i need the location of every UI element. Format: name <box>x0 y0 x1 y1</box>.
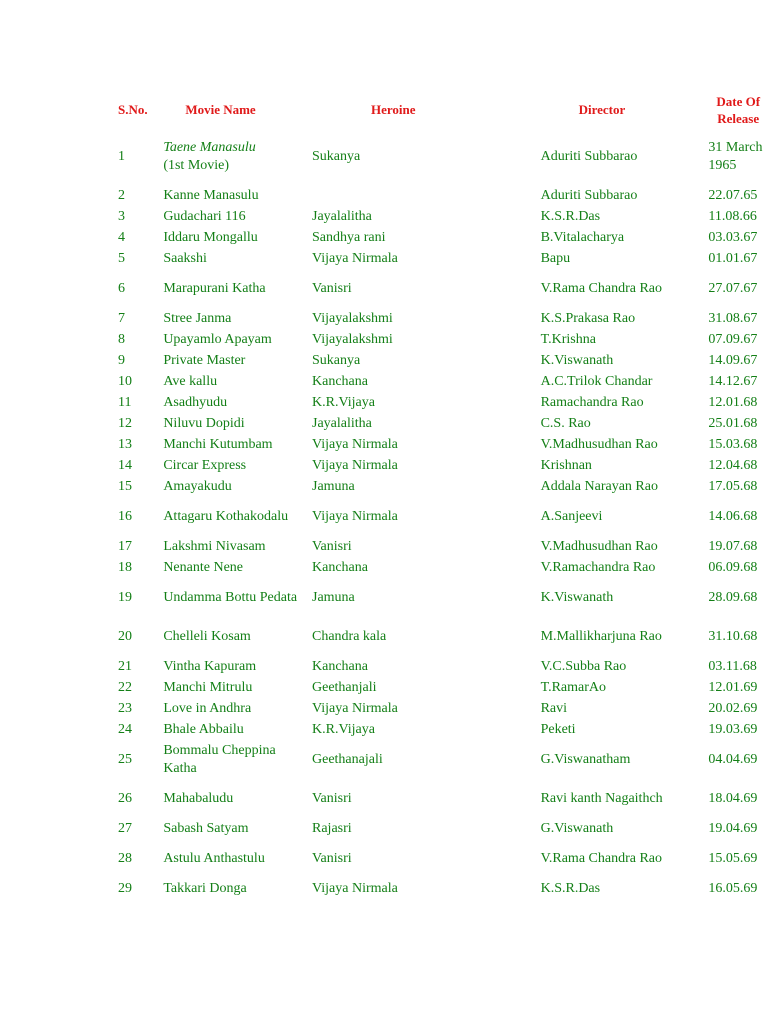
cell-date-of-release: 19.07.68 <box>708 538 758 554</box>
cell-movie-name: Astulu Anthastulu <box>163 850 265 866</box>
cell-heroine: Geethanajali <box>312 751 383 767</box>
cell-sno: 11 <box>118 394 132 410</box>
cell-sno: 17 <box>118 538 132 554</box>
cell-sno: 4 <box>118 229 125 245</box>
table-row <box>118 818 768 839</box>
cell-movie-name: Lakshmi Nivasam <box>163 538 266 554</box>
cell-heroine: Sandhya rani <box>312 229 386 245</box>
cell-heroine: Sukanya <box>312 148 361 164</box>
cell-sno: 7 <box>118 310 125 326</box>
cell-date-of-release: 07.09.67 <box>708 331 758 347</box>
cell-movie-name: Chelleli Kosam <box>163 628 251 644</box>
cell-sno: 2 <box>118 187 125 203</box>
table-row <box>118 350 768 371</box>
cell-movie-name: Attagaru Kothakodalu <box>163 508 289 524</box>
cell-director: V.Ramachandra Rao <box>540 559 656 575</box>
cell-sno: 10 <box>118 373 132 389</box>
cell-heroine <box>312 185 541 206</box>
cell-sno: 1 <box>118 148 125 164</box>
cell-date-of-release: 18.04.69 <box>708 790 758 806</box>
table-row <box>118 308 768 329</box>
cell-director: Peketi <box>540 721 576 737</box>
cell-movie-name: Kanne Manasulu <box>163 187 259 203</box>
cell-movie-name: Bommalu Cheppina Katha <box>163 742 276 776</box>
cell-heroine: Vijaya Nirmala <box>312 457 398 473</box>
cell-movie-name: Ave kallu <box>163 373 218 389</box>
cell-date-of-release: 03.03.67 <box>708 229 758 245</box>
cell-director: Ravi <box>540 700 568 716</box>
table-row <box>118 392 768 413</box>
cell-director: G.Viswanatham <box>540 751 631 767</box>
table-row <box>118 677 768 698</box>
cell-heroine: Jamuna <box>312 478 355 494</box>
cell-director: V.Madhusudhan Rao <box>540 538 658 554</box>
cell-date-of-release: 14.09.67 <box>708 352 758 368</box>
cell-heroine: K.R.Vijaya <box>312 394 375 410</box>
cell-movie-name <box>163 128 312 185</box>
cell-heroine: Jayalalitha <box>312 208 372 224</box>
cell-date-of-release: 16.05.69 <box>708 880 758 896</box>
cell-director: A.C.Trilok Chandar <box>540 373 653 389</box>
cell-movie-name: Mahabaludu <box>163 790 234 806</box>
table-row <box>118 434 768 455</box>
cell-movie-name: Upayamlo Apayam <box>163 331 272 347</box>
table-row <box>118 839 768 878</box>
cell-sno: 19 <box>118 589 132 605</box>
table-row <box>118 878 768 899</box>
table-row <box>118 656 768 677</box>
table-row <box>118 476 768 497</box>
cell-date-of-release: 15.05.69 <box>708 850 758 866</box>
cell-heroine: Vanisri <box>312 538 352 554</box>
cell-sno: 29 <box>118 880 132 896</box>
cell-director: K.S.R.Das <box>540 880 601 896</box>
cell-movie-name: Gudachari 116 <box>163 208 246 224</box>
cell-date-of-release: 06.09.68 <box>708 559 758 575</box>
cell-director: C.S. Rao <box>540 415 591 431</box>
cell-movie-name: Private Master <box>163 352 246 368</box>
cell-date-of-release: 22.07.65 <box>708 187 758 203</box>
movie-note: (1st Movie) <box>163 157 230 173</box>
cell-date-of-release: 14.12.67 <box>708 373 758 389</box>
table-row <box>118 248 768 269</box>
cell-sno: 12 <box>118 415 132 431</box>
cell-heroine: K.R.Vijaya <box>312 721 375 737</box>
cell-date-of-release: 11.08.66 <box>708 208 757 224</box>
table-row <box>118 128 768 185</box>
cell-sno: 28 <box>118 850 132 866</box>
cell-sno: 25 <box>118 751 132 767</box>
cell-director: K.Viswanath <box>540 352 614 368</box>
cell-heroine: Geethanjali <box>312 679 377 695</box>
cell-director: V.Rama Chandra Rao <box>540 850 663 866</box>
cell-sno: 18 <box>118 559 132 575</box>
cell-date-of-release: 20.02.69 <box>708 700 758 716</box>
cell-date-of-release: 31.08.67 <box>708 310 758 326</box>
cell-heroine: Vijayalakshmi <box>312 331 393 347</box>
cell-director: K.S.Prakasa Rao <box>540 310 636 326</box>
cell-heroine: Vijaya Nirmala <box>312 436 398 452</box>
cell-sno: 6 <box>118 280 125 296</box>
cell-date-of-release: 12.04.68 <box>708 457 758 473</box>
cell-heroine: Chandra kala <box>312 628 387 644</box>
table-row <box>118 371 768 392</box>
cell-heroine: Vanisri <box>312 280 352 296</box>
cell-date-of-release: 12.01.68 <box>708 394 758 410</box>
cell-director: Aduriti Subbarao <box>540 187 638 203</box>
table-row <box>118 578 768 617</box>
cell-sno: 21 <box>118 658 132 674</box>
cell-sno: 3 <box>118 208 125 224</box>
cell-movie-name: Marapurani Katha <box>163 280 266 296</box>
table-row <box>118 719 768 740</box>
header-sno: S.No. <box>118 102 148 117</box>
cell-movie-name: Amayakudu <box>163 478 232 494</box>
cell-heroine: Vijaya Nirmala <box>312 250 398 266</box>
cell-movie-name: Takkari Donga <box>163 880 247 896</box>
header-director: Director <box>578 102 626 117</box>
cell-heroine: Vijaya Nirmala <box>312 508 398 524</box>
cell-date-of-release: 28.09.68 <box>708 589 758 605</box>
cell-date-of-release: 17.05.68 <box>708 478 758 494</box>
cell-director: G.Viswanath <box>540 820 614 836</box>
cell-heroine: Vanisri <box>312 790 352 806</box>
table-row <box>118 617 768 656</box>
table-row <box>118 536 768 557</box>
cell-sno: 20 <box>118 628 132 644</box>
cell-director: Aduriti Subbarao <box>540 148 638 164</box>
cell-date-of-release: 31.10.68 <box>708 628 758 644</box>
cell-movie-name: Bhale Abbailu <box>163 721 244 737</box>
cell-date-of-release: 19.04.69 <box>708 820 758 836</box>
table-row <box>118 557 768 578</box>
cell-sno: 16 <box>118 508 132 524</box>
cell-director: Addala Narayan Rao <box>540 478 658 494</box>
cell-date-of-release: 25.01.68 <box>708 415 758 431</box>
cell-sno: 27 <box>118 820 132 836</box>
header-date-of-release: Date Of Release <box>716 93 761 126</box>
cell-date-of-release: 14.06.68 <box>708 508 758 524</box>
cell-director: T.Krishna <box>540 331 596 347</box>
cell-movie-name: Saakshi <box>163 250 207 266</box>
cell-director: K.S.R.Das <box>540 208 601 224</box>
cell-heroine: Kanchana <box>312 658 368 674</box>
table-row <box>118 329 768 350</box>
cell-director: Krishnan <box>540 457 592 473</box>
cell-sno: 8 <box>118 331 125 347</box>
cell-heroine: Vijayalakshmi <box>312 310 393 326</box>
table-row <box>118 185 768 206</box>
cell-sno: 9 <box>118 352 125 368</box>
cell-date-of-release: 27.07.67 <box>708 280 758 296</box>
header-heroine: Heroine <box>371 102 416 117</box>
cell-movie-name: Circar Express <box>163 457 247 473</box>
cell-sno: 14 <box>118 457 132 473</box>
cell-heroine: Jayalalitha <box>312 415 372 431</box>
table-header-row <box>118 91 768 128</box>
cell-director: Ravi kanth Nagaithch <box>540 790 663 806</box>
cell-heroine: Sukanya <box>312 352 361 368</box>
cell-date-of-release: 12.01.69 <box>708 679 758 695</box>
cell-movie-name: Vintha Kapuram <box>163 658 257 674</box>
table-row <box>118 779 768 818</box>
cell-director: B.Vitalacharya <box>540 229 625 245</box>
cell-sno: 24 <box>118 721 132 737</box>
cell-sno: 5 <box>118 250 125 266</box>
cell-heroine: Vijaya Nirmala <box>312 880 398 896</box>
cell-sno: 13 <box>118 436 132 452</box>
cell-heroine: Kanchana <box>312 559 368 575</box>
table-row <box>118 497 768 536</box>
cell-director: V.Madhusudhan Rao <box>540 436 658 452</box>
cell-date-of-release: 03.11.68 <box>708 658 757 674</box>
cell-director: Ramachandra Rao <box>540 394 644 410</box>
cell-movie-name: Asadhyudu <box>163 394 228 410</box>
cell-movie-name: Nenante Nene <box>163 559 243 575</box>
table-row <box>118 698 768 719</box>
cell-director: A.Sanjeevi <box>540 508 603 524</box>
cell-sno: 26 <box>118 790 132 806</box>
cell-date-of-release: 15.03.68 <box>708 436 758 452</box>
cell-director: K.Viswanath <box>540 589 614 605</box>
cell-movie-name: Love in Andhra <box>163 700 252 716</box>
cell-sno: 23 <box>118 700 132 716</box>
table-row <box>118 269 768 308</box>
cell-sno: 22 <box>118 679 132 695</box>
cell-heroine: Kanchana <box>312 373 368 389</box>
cell-director: V.Rama Chandra Rao <box>540 280 663 296</box>
cell-director: T.RamarAo <box>540 679 607 695</box>
movie-title-italic: Taene Manasulu <box>163 139 256 155</box>
table-row <box>118 227 768 248</box>
cell-movie-name: Stree Janma <box>163 310 232 326</box>
cell-date-of-release: 04.04.69 <box>708 751 758 767</box>
cell-date-of-release: 01.01.67 <box>708 250 758 266</box>
cell-movie-name: Manchi Kutumbam <box>163 436 273 452</box>
table-row <box>118 206 768 227</box>
table-row <box>118 455 768 476</box>
cell-movie-name: Sabash Satyam <box>163 820 249 836</box>
table-body <box>118 128 768 899</box>
cell-movie-name: Undamma Bottu Pedata <box>163 589 298 605</box>
table-row <box>118 413 768 434</box>
cell-heroine: Jamuna <box>312 589 355 605</box>
table-row <box>118 740 768 779</box>
movie-list-table <box>118 91 768 899</box>
cell-director: V.C.Subba Rao <box>540 658 627 674</box>
cell-director: Bapu <box>540 250 571 266</box>
cell-date-of-release: 31 March 1965 <box>708 139 763 173</box>
cell-director: M.Mallikharjuna Rao <box>540 628 662 644</box>
cell-movie-name: Niluvu Dopidi <box>163 415 245 431</box>
cell-date-of-release: 19.03.69 <box>708 721 758 737</box>
cell-heroine: Vijaya Nirmala <box>312 700 398 716</box>
cell-heroine: Vanisri <box>312 850 352 866</box>
cell-movie-name: Manchi Mitrulu <box>163 679 253 695</box>
cell-sno: 15 <box>118 478 132 494</box>
cell-movie-name: Iddaru Mongallu <box>163 229 258 245</box>
cell-heroine: Rajasri <box>312 820 352 836</box>
header-movie-name: Movie Name <box>185 102 256 117</box>
